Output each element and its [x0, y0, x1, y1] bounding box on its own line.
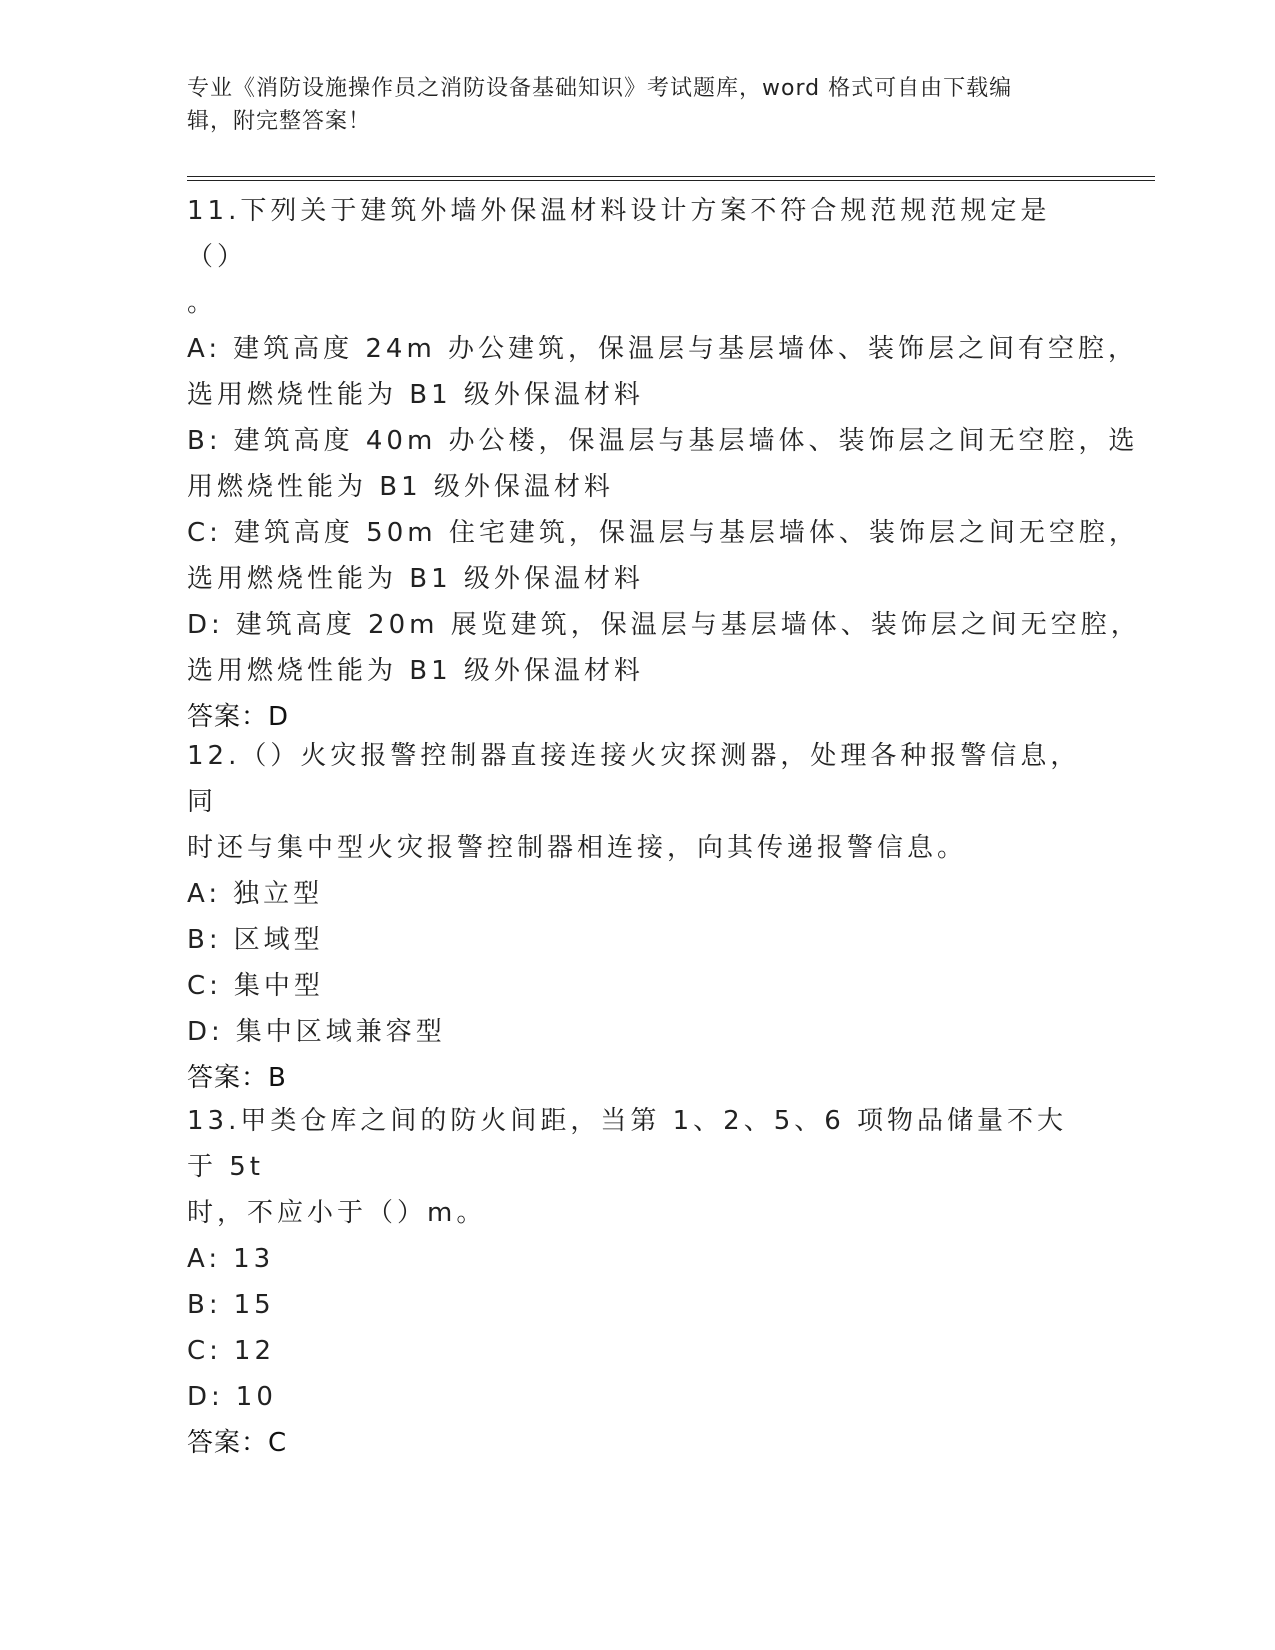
option-d [187, 1374, 1087, 1420]
option-a [187, 326, 1139, 418]
stem-line: 。 [187, 288, 218, 318]
option-text: 建筑高度 20m 展览建筑，保温层与基层墙体、装饰层之间无空腔， [235, 610, 1141, 640]
document-header [187, 72, 1067, 138]
answer [187, 1055, 1087, 1101]
option-text: 独立型 [233, 879, 324, 909]
option-letter: B: [187, 1290, 222, 1320]
option-letter: A: [187, 1244, 222, 1274]
option-text: 建筑高度 40m 办公楼，保温层与基层墙体、装饰层之间无空腔，选 [233, 426, 1139, 456]
option-b [187, 917, 1087, 963]
header-divider [187, 176, 1155, 181]
stem-line: 12.（）火灾报警控制器直接连接火灾探测器，处理各种报警信息，同 [187, 741, 1081, 817]
option-letter: C: [187, 1336, 222, 1366]
header-line-1: 专业《消防设施操作员之消防设备基础知识》考试题库，word 格式可自由下载编 [187, 76, 1013, 101]
option-a [187, 871, 1087, 917]
option-text: 12 [233, 1336, 276, 1366]
option-letter: D: [187, 610, 224, 640]
option-b [187, 1282, 1087, 1328]
stem-line: 13.甲类仓库之间的防火间距，当第 1、2、5、6 项物品储量不大于 5t [187, 1106, 1068, 1182]
question-11 [187, 188, 1141, 740]
option-text: 选用燃烧性能为 B1 级外保温材料 [187, 380, 644, 410]
question-12 [187, 733, 1087, 1101]
question-13 [187, 1098, 1087, 1466]
option-c [187, 963, 1087, 1009]
option-text: 用燃烧性能为 B1 级外保温材料 [187, 472, 614, 502]
option-text: 建筑高度 24m 办公建筑，保温层与基层墙体、装饰层之间有空腔， [233, 334, 1139, 364]
option-c [187, 1328, 1087, 1374]
option-text: 选用燃烧性能为 B1 级外保温材料 [187, 656, 644, 686]
question-stem [187, 1098, 1087, 1236]
option-text: 建筑高度 50m 住宅建筑，保温层与基层墙体、装饰层之间无空腔， [233, 518, 1139, 548]
header-line-2: 辑，附完整答案！ [187, 109, 372, 134]
option-a [187, 1236, 1087, 1282]
option-text: 集中型 [233, 971, 324, 1001]
option-text: 区域型 [233, 925, 324, 955]
option-b [187, 418, 1139, 510]
option-d [187, 1009, 1087, 1055]
option-letter: A: [187, 334, 222, 364]
option-text: 10 [235, 1382, 277, 1412]
option-text: 15 [233, 1290, 275, 1320]
option-letter: B: [187, 925, 222, 955]
answer-label: 答案： [187, 1063, 269, 1093]
answer-label: 答案： [187, 1428, 269, 1458]
answer-value: D [268, 702, 290, 732]
option-d [187, 602, 1141, 694]
option-text: 选用燃烧性能为 B1 级外保温材料 [187, 564, 644, 594]
question-stem [187, 188, 1087, 326]
option-text: 集中区域兼容型 [235, 1017, 446, 1047]
answer-value: C [268, 1428, 288, 1458]
stem-line: 时还与集中型火灾报警控制器相连接，向其传递报警信息。 [187, 833, 968, 863]
stem-line: 时，不应小于（）m。 [187, 1198, 487, 1228]
option-letter: C: [187, 518, 222, 548]
answer [187, 1420, 1087, 1466]
option-letter: D: [187, 1382, 224, 1412]
option-letter: D: [187, 1017, 224, 1047]
answer-value: B [268, 1063, 287, 1093]
answer-label: 答案： [187, 702, 269, 732]
option-c [187, 510, 1139, 602]
option-letter: A: [187, 879, 222, 909]
option-letter: B: [187, 426, 222, 456]
option-letter: C: [187, 971, 222, 1001]
stem-line: 11.下列关于建筑外墙外保温材料设计方案不符合规范规范规定是（） [187, 196, 1051, 272]
question-stem [187, 733, 1087, 871]
option-text: 13 [233, 1244, 275, 1274]
